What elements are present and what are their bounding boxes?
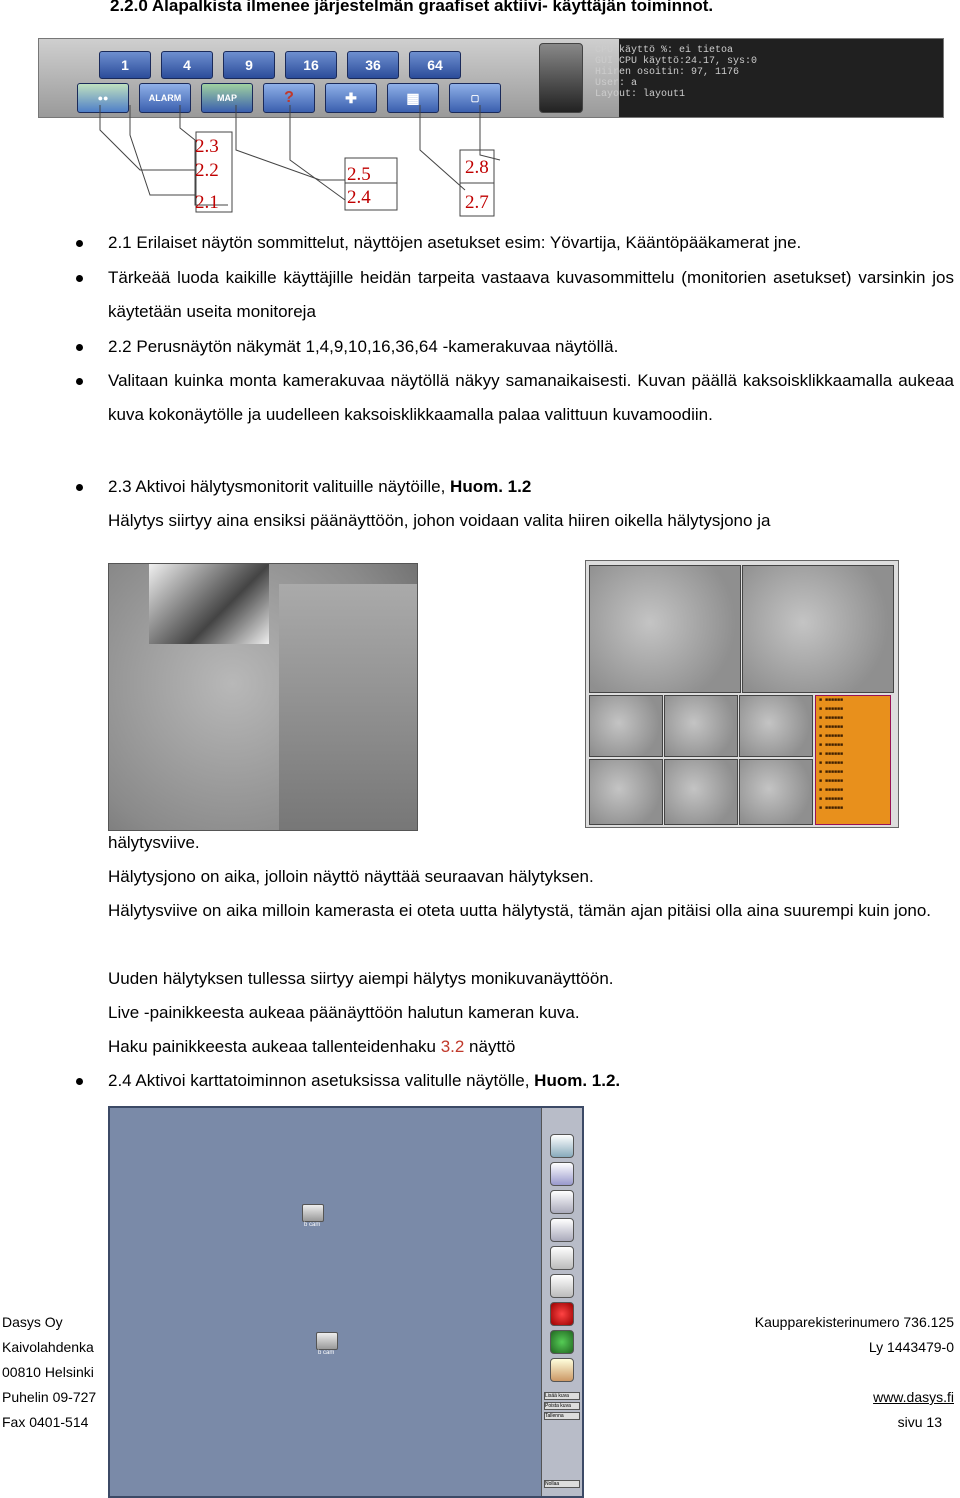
map-tool-sidebar [541, 1108, 582, 1496]
callout-2-7: 2.7 [465, 192, 489, 213]
bullet-dot [76, 344, 83, 351]
save-map-button[interactable]: Tallenna [544, 1412, 580, 1420]
io-tool-icon[interactable] [550, 1358, 574, 1382]
paragraph-alarm-queue: Hälytysjono on aika, jolloin näyttö näyttää seuraavan hälytyksen. [108, 867, 594, 886]
callout-2-4: 2.4 [347, 187, 371, 208]
alarm-queue-row[interactable]: ■ ■■■■■■ [819, 778, 844, 784]
footer-fax: Fax 0401-514 [2, 1414, 89, 1430]
footer-street: Kaivolahdenka [2, 1339, 94, 1355]
camera-tile[interactable] [742, 565, 894, 693]
camera-tile[interactable] [739, 759, 813, 825]
alarm-queue-row[interactable]: ■ ■■■■■■ [819, 805, 844, 811]
bullet-2-4-text: 2.4 Aktivoi karttatoiminnon asetuksissa valitulle näytölle, [108, 1071, 535, 1090]
paragraph-new-alarm: Uuden hälytyksen tullessa siirtyy aiempi hälytys monikuvanäyttöön. [108, 969, 614, 988]
bullet-2-3-text: 2.3 Aktivoi hälytysmonitorit valituille näytöille, [108, 477, 451, 496]
alarm-queue-list[interactable] [815, 695, 891, 825]
callout-2-2: 2.2 [195, 160, 219, 181]
monitor-icon[interactable]: ▢ [449, 83, 501, 113]
camera-map-icon[interactable] [316, 1332, 338, 1350]
alarm-queue-row[interactable]: ■ ■■■■■■ [819, 787, 844, 793]
bullet-dot [76, 484, 83, 491]
camera-tile[interactable] [589, 565, 741, 693]
paragraph-delay-definition: Hälytysviive on aika milloin kamerasta ei oteta uutta hälytystä, tämän ajan pitäisi olla aina suurempi kuin jono. [108, 901, 932, 920]
camera-map-icon[interactable] [302, 1204, 324, 1222]
bullet-2-3-note: Huom. 1.2 [450, 477, 532, 496]
bullet-2-4 [108, 1064, 954, 1098]
callout-2-5: 2.5 [347, 164, 371, 185]
system-info-text: CPU käyttö %: ei tietoa GUI CPU käyttö:24.17, sys:0 Hiiren osoitin: 97, 1176 User: a Layout: layout1 [595, 45, 758, 100]
layout-1-button[interactable]: 1 [99, 51, 151, 79]
bullet-select-count: Valitaan kuinka monta kamerakuvaa näytöllä näkyy samanaikaisesti. Kuvan päällä kaksoisklikkaamalla aukeaa kuva kokonäytölle ja uudelleen kaksoisklikkaamalla palaa valittuun kuvamoodiin. [108, 371, 954, 424]
callout-2-3: 2.3 [195, 136, 219, 157]
bullet-dot [76, 275, 83, 282]
camera-tile[interactable] [589, 695, 663, 757]
paragraph-live-button: Live -painikkeesta aukeaa päänäyttöön halutun kameran kuva. [108, 1003, 580, 1022]
layout-editor-icon[interactable]: ✚ [325, 83, 377, 113]
map-label: MAP [217, 93, 237, 103]
dome-camera-icon[interactable] [550, 1274, 574, 1298]
alarm-queue-row[interactable]: ■ ■■■■■■ [819, 796, 844, 802]
alarm-queue-row[interactable]: ■ ■■■■■■ [819, 724, 844, 730]
footer-website-link[interactable]: www.dasys.fi [873, 1389, 954, 1405]
paragraph-search-button [108, 1030, 954, 1064]
bullet-2-3 [108, 470, 954, 504]
help-label: ? [284, 89, 294, 106]
bullet-dot [76, 378, 83, 385]
layout-36-button[interactable]: 36 [347, 51, 399, 79]
alarm-queue-row[interactable]: ■ ■■■■■■ [819, 769, 844, 775]
bullet-2-4-note: Huom. 1.2. [534, 1071, 621, 1090]
alarm-queue-row[interactable]: ■ ■■■■■■ [819, 697, 844, 703]
footer-trade-register: Kaupparekisterinumero 736.125 [754, 1314, 954, 1330]
camera-wall-panel [279, 584, 417, 830]
grid-icon[interactable]: ▦ [387, 83, 439, 113]
footer-phone: Puhelin 09-727 [2, 1389, 97, 1405]
alarm-queue-row[interactable]: ■ ■■■■■■ [819, 760, 844, 766]
layout-64-button[interactable]: 64 [409, 51, 461, 79]
sensor-tool-icon[interactable] [550, 1330, 574, 1354]
footer-page-number: sivu 13 [897, 1414, 942, 1430]
alarm-label: ALARM [148, 93, 182, 103]
camera-map-label: b cam [318, 1350, 335, 1356]
camera-tool-icon[interactable] [550, 1134, 574, 1158]
callout-2-1: 2.1 [195, 192, 219, 213]
alarm-queue-row[interactable]: ■ ■■■■■■ [819, 706, 844, 712]
camera-tile[interactable] [739, 695, 813, 757]
search-text: Haku painikkeesta aukeaa tallenteidenhaku [108, 1037, 441, 1056]
camera-tile[interactable] [589, 759, 663, 825]
camera-tile[interactable] [664, 759, 738, 825]
reset-map-button[interactable]: Nollaa [544, 1480, 580, 1488]
alarm-queue-row[interactable]: ■ ■■■■■■ [819, 715, 844, 721]
paragraph-alarm-delay: hälytysviive. [108, 833, 200, 852]
bullet-dot [76, 240, 83, 247]
bullet-importance: Tärkeää luoda kaikille käyttäjille heidän tarpeita vastaava kuvasommittelu (monitorien asetukset) varsinkin jos käytetään useita monitoreja [108, 268, 954, 321]
bullet-2-2: 2.2 Perusnäytön näkymät 1,4,9,10,16,36,64 -kamerakuvaa näytöllä. [108, 337, 619, 356]
footer-business-id: Ly 1443479-0 [868, 1339, 954, 1355]
multiview-camera-screenshot [585, 560, 899, 828]
dome-camera-icon[interactable] [550, 1246, 574, 1270]
footer-postal: 00810 Helsinki [2, 1364, 94, 1380]
camera-map-label: b cam [304, 1222, 321, 1228]
bullet-dot [76, 1078, 83, 1085]
footer-company: Dasys Oy [2, 1314, 63, 1330]
map-screenshot [108, 1106, 584, 1498]
bullet-2-1: 2.1 Erilaiset näytön sommittelut, näyttöjen asetukset esim: Yövartija, Kääntöpääkamerat jne. [108, 233, 802, 252]
alarm-queue-row[interactable]: ■ ■■■■■■ [819, 733, 844, 739]
alarm-tool-icon[interactable] [550, 1302, 574, 1326]
search-section-ref[interactable]: 3.2 [440, 1037, 465, 1056]
search-text-end: näyttö [464, 1037, 516, 1056]
add-image-button[interactable]: Lisää kuva [544, 1392, 580, 1400]
camera-tile[interactable] [664, 695, 738, 757]
remove-image-button[interactable]: Poista kuva [544, 1402, 580, 1410]
fullscreen-camera-screenshot [108, 563, 418, 831]
users-icon[interactable]: ●● [77, 83, 129, 113]
alarm-queue-row[interactable]: ■ ■■■■■■ [819, 751, 844, 757]
layout-16-button[interactable]: 16 [285, 51, 337, 79]
layout-4-button[interactable]: 4 [161, 51, 213, 79]
camera-tool-icon[interactable] [550, 1190, 574, 1214]
speaker-tool-icon[interactable] [550, 1162, 574, 1186]
alarm-queue-row[interactable]: ■ ■■■■■■ [819, 742, 844, 748]
bullet-2-3-continuation: Hälytys siirtyy aina ensiksi päänäyttöön, johon voidaan valita hiiren oikella hälytysjono ja [108, 511, 771, 530]
camera-tool-icon[interactable] [550, 1218, 574, 1242]
camera-photo-poster [149, 564, 269, 644]
callout-2-8: 2.8 [465, 157, 489, 178]
section-heading: 2.2.0 Alapalkista ilmenee järjestelmän graafiset aktiivi- käyttäjän toiminnot. [110, 0, 714, 15]
layout-9-button[interactable]: 9 [223, 51, 275, 79]
